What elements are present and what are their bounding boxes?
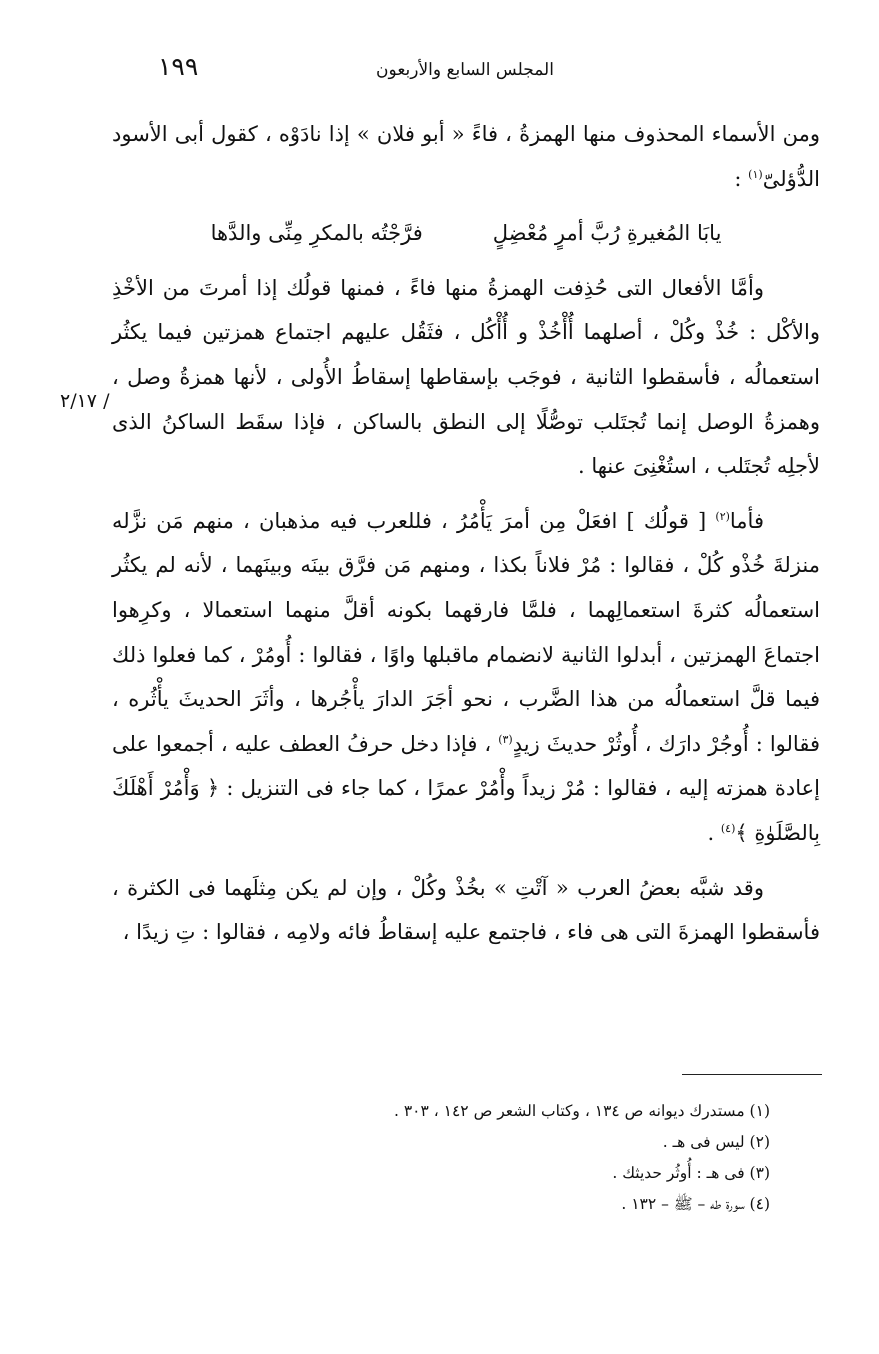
paragraph-text: فأما: [729, 508, 764, 533]
footnote-divider: [682, 1074, 822, 1075]
footnote-2: (٢) ليس فى هـ .: [662, 1133, 770, 1151]
paragraph-3: [112, 499, 820, 856]
verse-first-hemistich: يابَا المُغيرةِ رُبَّ أمرٍ مُعْضِلٍ: [492, 221, 722, 246]
paragraph-2: وأمَّا الأفعال التى حُذِفت الهمزةُ منها فاءً ، فمنها قولُك إذا أمرتَ من الأخْذِ والأكْل : خُذْ وكُلْ ، أصلهما أُأْخُذْ و أُأْكُل ، فثَقُل عليهم اجتماع همزتين فيما يكثُر استعمالُه ، فأسقطوا الثانية ، فوجَب بإسقاطها إسقاطُ الأُولى ، لأنها همزةُ وصل ، وهمزةُ الوصل إنما تُجتَلب توصُّلًا إلى النطق بالساكن ، فإذا سقَط الساكنُ الذى لأجلِه تُجتَلب ، استُغْنِىَ عنها .: [112, 275, 820, 479]
page-number: ١٩٩: [158, 52, 199, 81]
running-title: المجلس السابع والأربعون: [376, 60, 554, 80]
footnote-3: (٣) فى هـ : أُوثُر حديثك .: [612, 1164, 770, 1182]
paragraph-text: ، فإذا دخل حرفُ العطف عليه ، أجمعوا على إعادة همزته إليه ، فقالوا : مُرْ زيداً وأْمُرْ عمرًا ، كما جاء فى التنزيل : ﴿ وَأْمُرْ أَهْلَكَ بِالصَّلَوٰةِ ﴾: [112, 731, 820, 845]
paragraph-text: ومن الأسماء المحذوف منها الهمزةُ ، فاءً « أبو فلان » إذا نادَوْه ، كقول أبى الأسود الدُّؤلىّ: [112, 122, 820, 191]
paragraph-text: :: [734, 166, 749, 191]
footnotes: [300, 1096, 770, 1220]
paragraph-text: [ قولُك ] افعَلْ مِن أمرَ يَأْمُرُ ، فللعرب فيه مذهبان ، منهم مَن نزَّله منزلةَ خُذْو كُلْ ، فقالوا : مُرْ فلاناً بكذا ، ومنهم مَن فرَّق بينَه وبينَهما ، لأنه لم يكثُر استعمالُه كثرةَ استعمالِهما ، فلمَّا فارقهما بكونه أقلَّ منهما استعمالا ، وكرِهوا اجتماعَ الهمزتين ، أبدلوا الثانية لانضمام ماقبلها واوًا ، فقالوا : أُومُرْ ، كما فعلوا ذلك فيما قلَّ استعمالُه من هذا الضَّرب ، نحو أجَرَ الدارَ يأْجُرها ، وأثَرَ الحديثَ يأْثُره ، فقالوا : أُوجُرْ دارَك ، أُوثُرْ حديثَ زيدٍ: [112, 508, 820, 756]
paragraph-1: [112, 112, 820, 201]
margin-reference: ٢/١٧ /: [60, 390, 110, 412]
verse-second-hemistich: فرَّجْتُه بالمكرِ مِنِّى والدَّها: [210, 221, 423, 246]
paragraph-text: .: [707, 820, 721, 845]
paragraph-4: وقد شبَّه بعضُ العرب « آتْتِ » بخُذْ وكُلْ ، وإن لم يكن مِثلَهما فى الكثرة ، فأسقطوا الهمزةَ التى هى فاء ، فاجتمع عليه إسقاطُ فائه ولامِه ، فقالوا : تِ زيدًا ،: [112, 875, 820, 945]
footnote-marker: (٤): [720, 821, 736, 835]
footnote-marker: (١): [748, 167, 763, 181]
footnote-marker: (٣): [498, 732, 513, 746]
footnote-marker: (٢): [715, 509, 730, 523]
main-text: [112, 112, 820, 955]
running-header: [110, 52, 820, 88]
poetry-verse: [112, 211, 820, 256]
footnote-1: (١) مستدرك ديوانه ص ١٣٤ ، وكتاب الشعر ص ١٤٢ ، ٣٠٣ .: [393, 1102, 770, 1120]
footnote-4: (٤) سورة طه – ﷺ – ١٣٢ .: [621, 1195, 770, 1213]
